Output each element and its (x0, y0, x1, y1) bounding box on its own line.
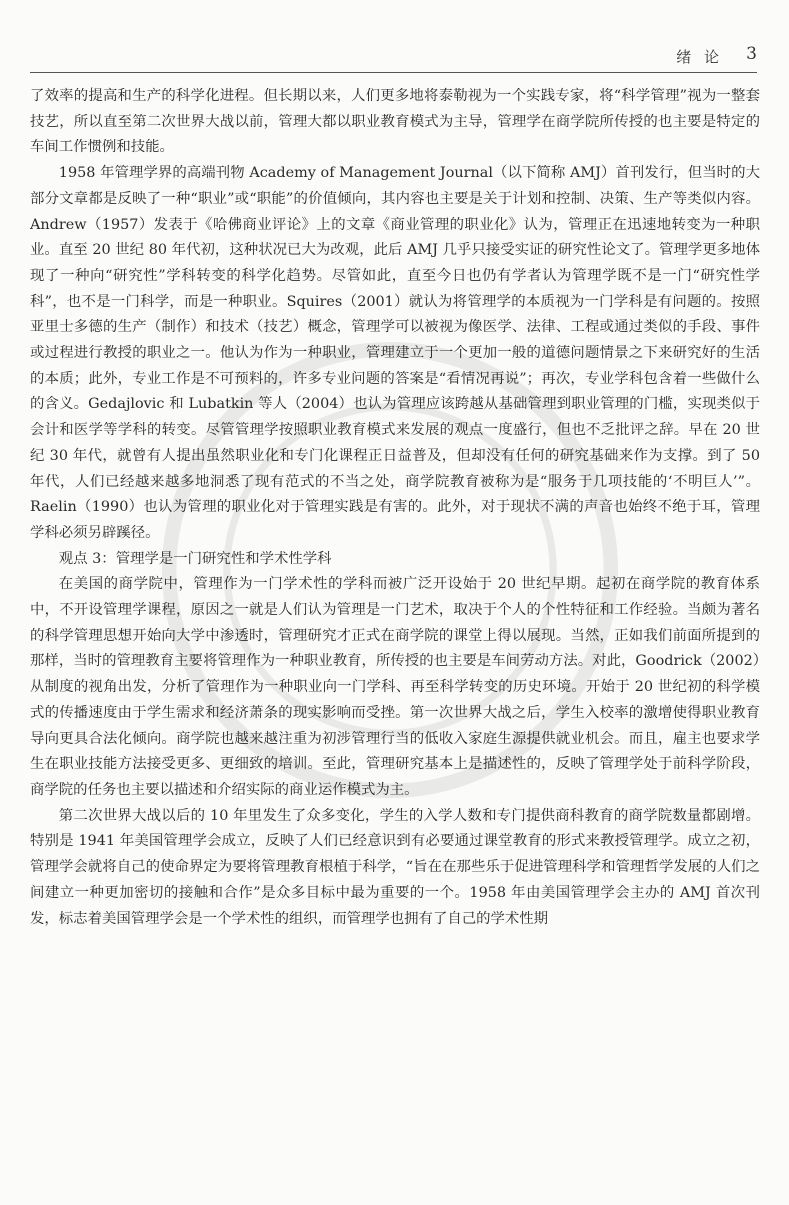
paragraph: 第二次世界大战以后的 10 年里发生了众多变化，学生的入学人数和专门提供商科教育的商学院数量都剧增。特别是 1941 年美国管理学会成立，反映了人们已经意识到有必要通过课堂教育的形式来教授管理学。成立之初，管理学会就将自己的使命界定为要将管理教育根植于科学，“旨在在那些乐于促进管理科学和管理哲学发展的人们之间建立一种更加密切的接触和合作”是众多目标中最为重要的一个。1958 年由美国管理学会主办的 AMJ 首次刊发，标志着美国管理学会是一个学术性的组织，而管理学也拥有了自己的学术性期 (30, 807, 760, 927)
page-number: 3 (746, 44, 757, 64)
body-text (30, 84, 760, 932)
paragraph-continuation: 了效率的提高和生产的科学化进程。但长期以来，人们更多地将泰勒视为一个实践专家，将“科学管理”视为一整套技艺，所以直至第二次世界大战以前，管理大都以职业教育模式为主导，管理学在商学院所传授的也主要是特定的车间工作惯例和技能。 (30, 88, 760, 156)
chapter-title: 绪 论 (676, 48, 723, 66)
section-heading: 观点 3：管理学是一门研究性和学术性学科 (58, 550, 332, 567)
running-header (30, 42, 757, 73)
paragraph: 在美国的商学院中，管理作为一门学术性的学科而被广泛开设始于 20 世纪早期。起初在商学院的教育体系中，不开设管理学课程，原因之一就是人们认为管理是一门艺术，取决于个人的个性特征和工作经验。当颇为著名的科学管理思想开始向大学中渗透时，管理研究才正式在商学院的课堂上得以展现。当然，正如我们前面所提到的那样，当时的管理教育主要将管理作为一种职业教育，所传授的也主要是车间劳动方法。对此，Goodrick（2002）从制度的视角出发，分析了管理作为一种职业向一门学科、再至科学转变的历史环境。开始于 20 世纪初的科学模式的传播速度由于学生需求和经济萧条的现实影响而受挫。第一次世界大战之后，学生入校率的激增使得职业教育导向更具合法化倾向。商学院也越来越注重为初涉管理行当的低收入家庭生源提供就业机会。而且，雇主也要求学生在职业技能方法接受更多、更细致的培训。至此，管理研究基本上是描述性的，反映了管理学处于前科学阶段，商学院的任务也主要以描述和介绍实际的商业运作模式为主。 (30, 576, 760, 798)
paragraph: 1958 年管理学界的高端刊物 Academy of Management Journal（以下简称 AMJ）首刊发行，但当时的大部分文章都是反映了一种“职业”或“职能”的价值倾向，其内容也主要是关于计划和控制、决策、生产等类似内容。Andrew（1957）发表于《哈佛商业评论》上的文章《商业管理的职业化》认为，管理正在迅速地转变为一种职业。直至 20 世纪 80 年代初，这种状况已大为改观，此后 AMJ 几乎只接受实证的研究性论文了。管理学更多地体现了一种向“研究性”学科转变的科学化趋势。尽管如此，直至今日也仍有学者认为管理学既不是一门“研究性学科”，也不是一门科学，而是一种职业。Squires（2001）就认为将管理学的本质视为一门学科是有问题的。按照亚里士多德的生产（制作）和技术（技艺）概念，管理学可以被视为像医学、法律、工程或通过类似的手段、事件或过程进行教授的职业之一。他认为作为一种职业，管理建立于一个更加一般的道德问题情景之下来研究好的生活的本质；此外，专业工作是不可预料的，许多专业问题的答案是“看情况再说”；再次，专业学科包含着一些做什么的含义。Gedajlovic 和 Lubatkin 等人（2004）也认为管理应该跨越从基础管理到职业管理的门槛，实现类似于会计和医学等学科的转变。尽管管理学按照职业教育模式来发展的观点一度盛行，但也不乏批评之辞。早在 20 世纪 30 年代，就曾有人提出虽然职业化和专门化课程正日益普及，但却没有任何的研究基础来作为支撑。到了 50 年代，人们已经越来越多地洞悉了现有范式的不当之处，商学院教育被称为是“服务于几项技能的‘不明巨人’”。Raelin（1990）也认为管理的职业化对于管理实践是有害的。此外，对于现状不满的声音也始终不绝于耳，管理学科必须另辟蹊径。 (30, 165, 760, 541)
